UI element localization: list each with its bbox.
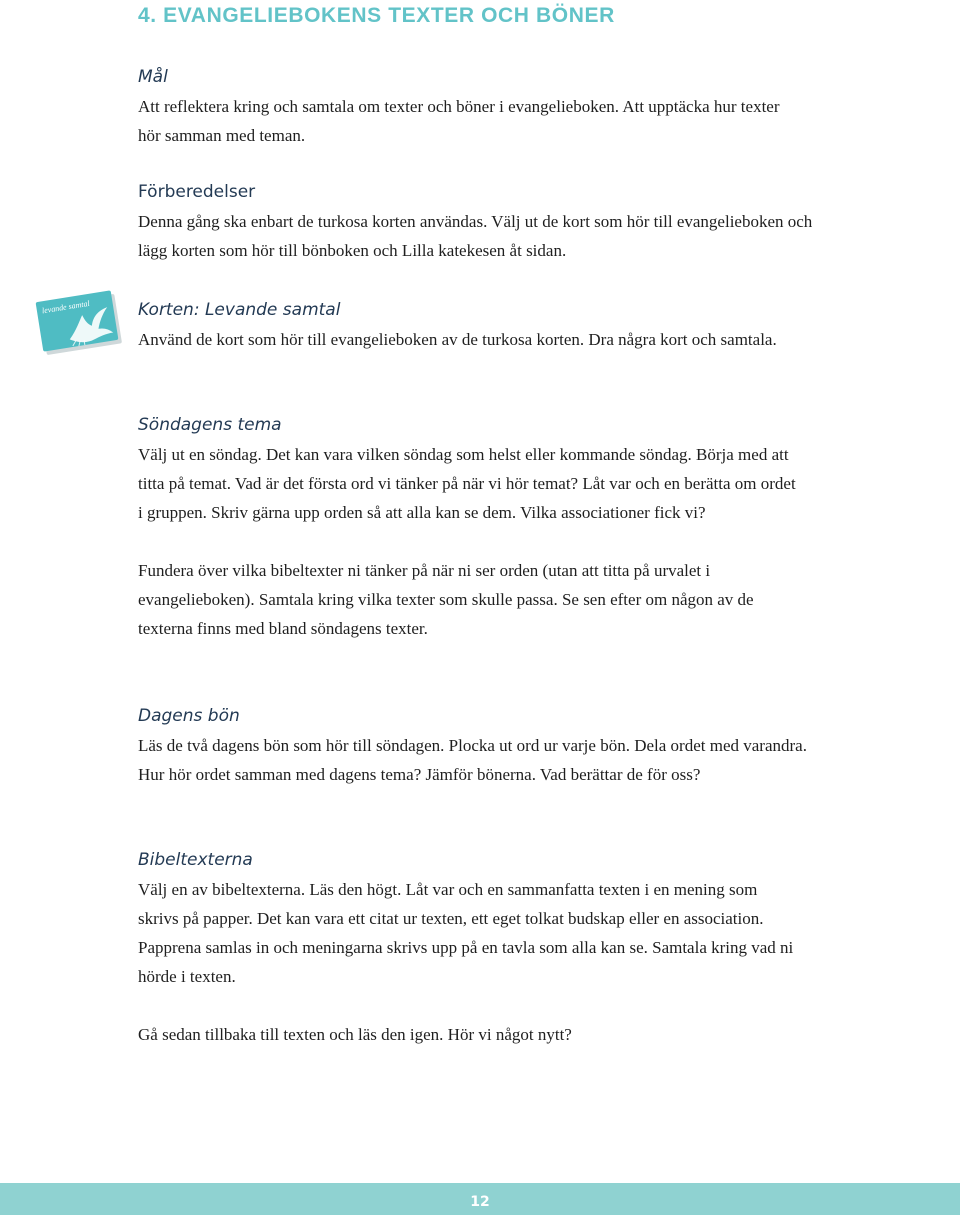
section-label-forberedelser: Förberedelser — [138, 182, 256, 202]
section-text-dagens-bon: Läs de två dagens bön som hör till söndagen. Plocka ut ord ur varje bön. Dela ordet med varandra. Hur hör ordet samman med dagens tema? Jämför bönerna. Vad berättar de för oss? — [138, 736, 807, 784]
section-label-bibeltexterna: Bibeltexterna — [138, 850, 253, 870]
section-label-korten: Korten: Levande samtal — [138, 300, 341, 320]
section-text-sondagens-tema-2: Fundera över vilka bibeltexter ni tänker på när ni ser orden (utan att titta på urvalet i evangelieboken). Samtala kring vilka texter som skulle passa. Se sen efter om någon av de texterna finns med bland söndagens texter. — [138, 561, 754, 638]
dove-icon — [61, 303, 116, 348]
section-text-bibeltexterna-1: Välj en av bibeltexterna. Läs den högt. Låt var och en sammanfatta texten i en mening som skrivs på papper. Det kan vara ett citat ur texten, ett eget tolkat budskap eller en association. Papprena samlas in och meningarna skrivs upp på en tavla som alla kan se. Samtala kring vad ni hörde i texten. — [138, 880, 794, 986]
section-text-sondagens-tema-1: Välj ut en söndag. Det kan vara vilken söndag som helst eller kommande söndag. Börja med att titta på temat. Vad är det första ord vi tänker på när vi hör temat? Låt var och en berätta om ordet i gruppen. Skriv gärna upp orden så att alla kan se dem. Vilka associationer fick vi? — [138, 445, 796, 522]
section-sondagens-tema — [138, 411, 818, 643]
page-heading: 4. EVANGELIEBOKENS TEXTER OCH BÖNER — [138, 4, 615, 27]
section-text-forberedelser: Denna gång ska enbart de turkosa korten användas. Välj ut de kort som hör till evangelieboken och lägg korten som hör till bönboken och Lilla katekesen åt sidan. — [138, 212, 813, 260]
section-label-dagens-bon: Dagens bön — [138, 706, 240, 726]
footer-bar — [0, 1183, 960, 1215]
levande-samtal-card — [36, 290, 119, 351]
section-mal — [138, 63, 818, 150]
section-label-mal: Mål — [138, 67, 168, 87]
section-forberedelser — [138, 178, 818, 265]
section-korten — [138, 296, 818, 354]
section-dagens-bon — [138, 702, 818, 789]
section-text-mal: Att reflektera kring och samtala om texter och böner i evangelieboken. Att upptäcka hur texter hör samman med teman. — [138, 97, 780, 145]
section-label-sondagens-tema: Söndagens tema — [138, 415, 282, 435]
page-number: 12 — [470, 1194, 490, 1210]
section-text-korten: Använd de kort som hör till evangelieboken av de turkosa korten. Dra några kort och samtala. — [138, 330, 777, 349]
section-bibeltexterna — [138, 846, 818, 1049]
section-text-bibeltexterna-2: Gå sedan tillbaka till texten och läs den igen. Hör vi något nytt? — [138, 1025, 572, 1044]
card-title: levande samtal — [41, 298, 91, 316]
